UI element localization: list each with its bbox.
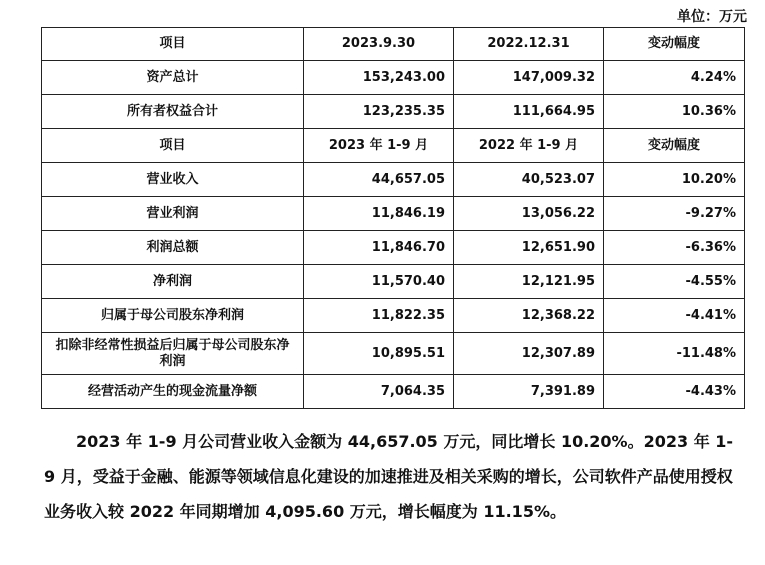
header-cell: 变动幅度 xyxy=(604,28,745,61)
header-cell: 变动幅度 xyxy=(604,129,745,163)
table-row xyxy=(42,265,745,299)
value-cell: 40,523.07 xyxy=(454,163,604,197)
table-row xyxy=(42,163,745,197)
value-cell: 7,391.89 xyxy=(454,375,604,409)
table-row xyxy=(42,375,745,409)
item-cell: 资产总计 xyxy=(42,61,304,95)
table-header-row xyxy=(42,129,745,163)
header-cell: 2022 年 1-9 月 xyxy=(454,129,604,163)
value-cell: 12,651.90 xyxy=(454,231,604,265)
unit-label: 单位：万元 xyxy=(677,9,747,25)
value-cell: 12,307.89 xyxy=(454,333,604,375)
change-cell: -11.48% xyxy=(604,333,745,375)
table-row xyxy=(42,333,745,375)
value-cell: 111,664.95 xyxy=(454,95,604,129)
header-cell: 2022.12.31 xyxy=(454,28,604,61)
table-header-row xyxy=(42,28,745,61)
change-cell: -4.55% xyxy=(604,265,745,299)
item-cell: 归属于母公司股东净利润 xyxy=(42,299,304,333)
change-cell: -9.27% xyxy=(604,197,745,231)
table-row xyxy=(42,61,745,95)
item-cell: 所有者权益合计 xyxy=(42,95,304,129)
change-cell: 10.36% xyxy=(604,95,745,129)
change-cell: -6.36% xyxy=(604,231,745,265)
item-cell: 净利润 xyxy=(42,265,304,299)
table-row xyxy=(42,299,745,333)
value-cell: 11,846.70 xyxy=(304,231,454,265)
change-cell: -4.43% xyxy=(604,375,745,409)
value-cell: 11,822.35 xyxy=(304,299,454,333)
value-cell: 11,570.40 xyxy=(304,265,454,299)
item-cell: 利润总额 xyxy=(42,231,304,265)
value-cell: 11,846.19 xyxy=(304,197,454,231)
change-cell: 4.24% xyxy=(604,61,745,95)
change-cell: 10.20% xyxy=(604,163,745,197)
body-paragraph xyxy=(44,424,744,529)
item-cell: 营业收入 xyxy=(42,163,304,197)
table-row xyxy=(42,197,745,231)
paragraph-text: 2023 年 1-9 月公司营业收入金额为 44,657.05 万元，同比增长 10.20%。2023 年 1-9 月，受益于金融、能源等领域信息化建设的加速推进及相关采购的增长，公司软件产品使用授权业务收入较 2022 年同期增加 4,095.60 万元，增长幅度为 11.15%。 xyxy=(44,432,734,521)
table-row xyxy=(42,231,745,265)
value-cell: 13,056.22 xyxy=(454,197,604,231)
value-cell: 153,243.00 xyxy=(304,61,454,95)
header-cell: 2023 年 1-9 月 xyxy=(304,129,454,163)
value-cell: 44,657.05 xyxy=(304,163,454,197)
header-cell: 项目 xyxy=(42,129,304,163)
change-cell: -4.41% xyxy=(604,299,745,333)
table-row xyxy=(42,95,745,129)
value-cell: 10,895.51 xyxy=(304,333,454,375)
value-cell: 12,368.22 xyxy=(454,299,604,333)
item-cell: 经营活动产生的现金流量净额 xyxy=(42,375,304,409)
value-cell: 7,064.35 xyxy=(304,375,454,409)
value-cell: 12,121.95 xyxy=(454,265,604,299)
item-cell: 扣除非经常性损益后归属于母公司股东净利润 xyxy=(42,333,304,375)
value-cell: 123,235.35 xyxy=(304,95,454,129)
header-cell: 项目 xyxy=(42,28,304,61)
financial-table xyxy=(41,27,745,409)
item-cell: 营业利润 xyxy=(42,197,304,231)
value-cell: 147,009.32 xyxy=(454,61,604,95)
header-cell: 2023.9.30 xyxy=(304,28,454,61)
